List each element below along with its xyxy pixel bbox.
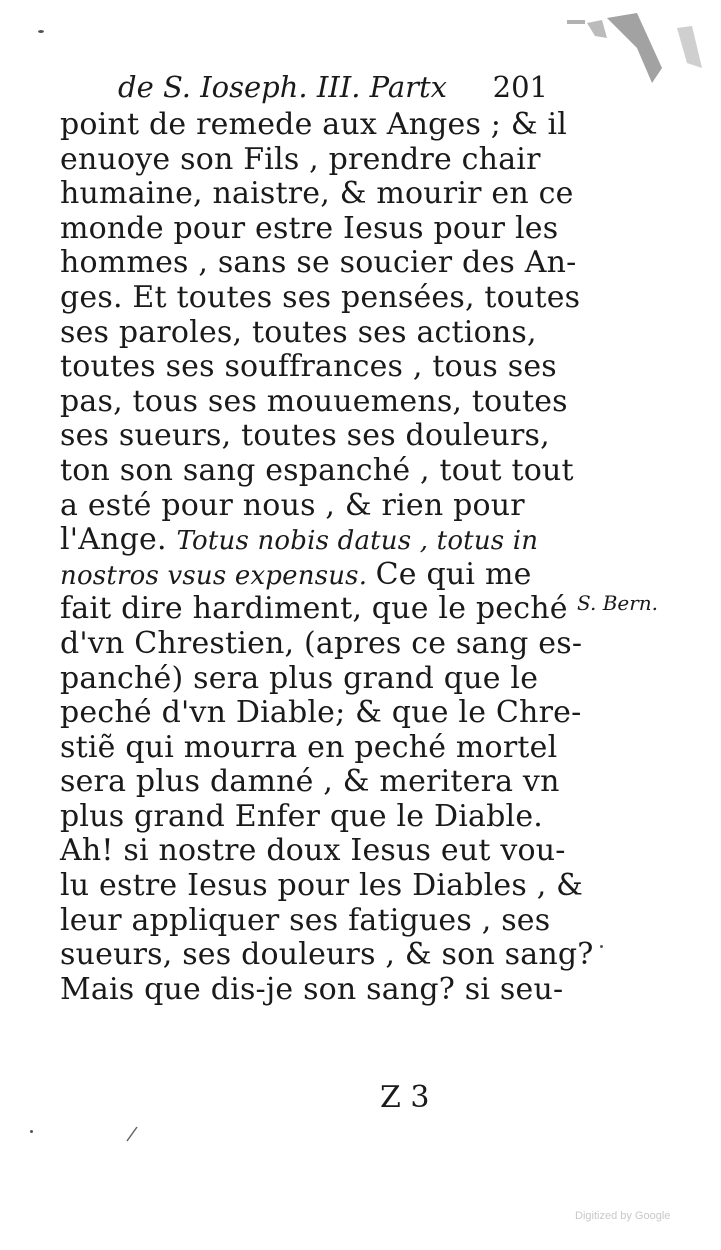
watermark: Digitized by Google [575, 1210, 671, 1222]
text-line: ton son sang espanché , tout tout [60, 452, 574, 488]
ink-stroke [125, 1125, 139, 1143]
text-line: Ah! si nostre doux Iesus eut vou- [60, 833, 566, 869]
page-number: 201 [492, 70, 548, 104]
text-line: point de remede aux Anges ; & il [60, 107, 568, 142]
body-text [60, 107, 594, 1007]
ink-speck [30, 1130, 33, 1133]
running-header [118, 70, 548, 110]
text-line: lu estre Iesus pour les Diables , & [60, 868, 584, 904]
text-line: panché) sera plus grand que le [60, 660, 539, 696]
latin-quote-line: nostros vsus expensus. Ce qui me [60, 556, 532, 592]
text-line: pas, tous ses mouuemens, toutes [60, 383, 568, 419]
text-line: monde pour estre Iesus pour les [60, 210, 559, 246]
text-line: ges. Et toutes ses pensées, toutes [60, 279, 581, 315]
text-line: l'Ange. Totus nobis datus , totus in [60, 522, 539, 558]
running-title: de S. Ioseph. III. Partx [118, 70, 448, 104]
text-line: ses paroles, toutes ses actions, [60, 314, 537, 350]
text-line: sera plus damné , & meritera vn [60, 764, 560, 800]
text-line: fait dire hardiment, que le peché [60, 591, 568, 627]
signature-mark: Z 3 [380, 1080, 430, 1115]
text-line: Mais que dis-je son sang? si seu- [60, 971, 564, 1007]
text-line: humaine, naistre, & mourir en ce [60, 176, 574, 212]
text-line: peché d'vn Diable; & que le Chre- [60, 695, 582, 731]
text-line: toutes ses souffrances , tous ses [60, 349, 557, 385]
text-line: leur appliquer ses fatigues , ses [60, 902, 551, 938]
margin-citation: S. Bern. [577, 591, 659, 615]
text-line: sueurs, ses douleurs , & son sang? [60, 937, 594, 973]
text-line: d'vn Chrestien, (apres ce sang es- [60, 625, 583, 661]
text-line: hommes , sans se soucier des An- [60, 245, 577, 281]
text-line: a esté pour nous , & rien pour [60, 487, 525, 523]
ink-speck [38, 30, 44, 33]
text-line: ses sueurs, toutes ses douleurs, [60, 418, 550, 454]
page-corner-smudge [567, 8, 717, 103]
text-line: stiẽ qui mourra en peché mortel [60, 729, 558, 765]
text-line: enuoye son Fils , prendre chair [60, 141, 541, 177]
text-line: plus grand Enfer que le Diable. [60, 798, 544, 834]
ink-speck [600, 945, 603, 948]
